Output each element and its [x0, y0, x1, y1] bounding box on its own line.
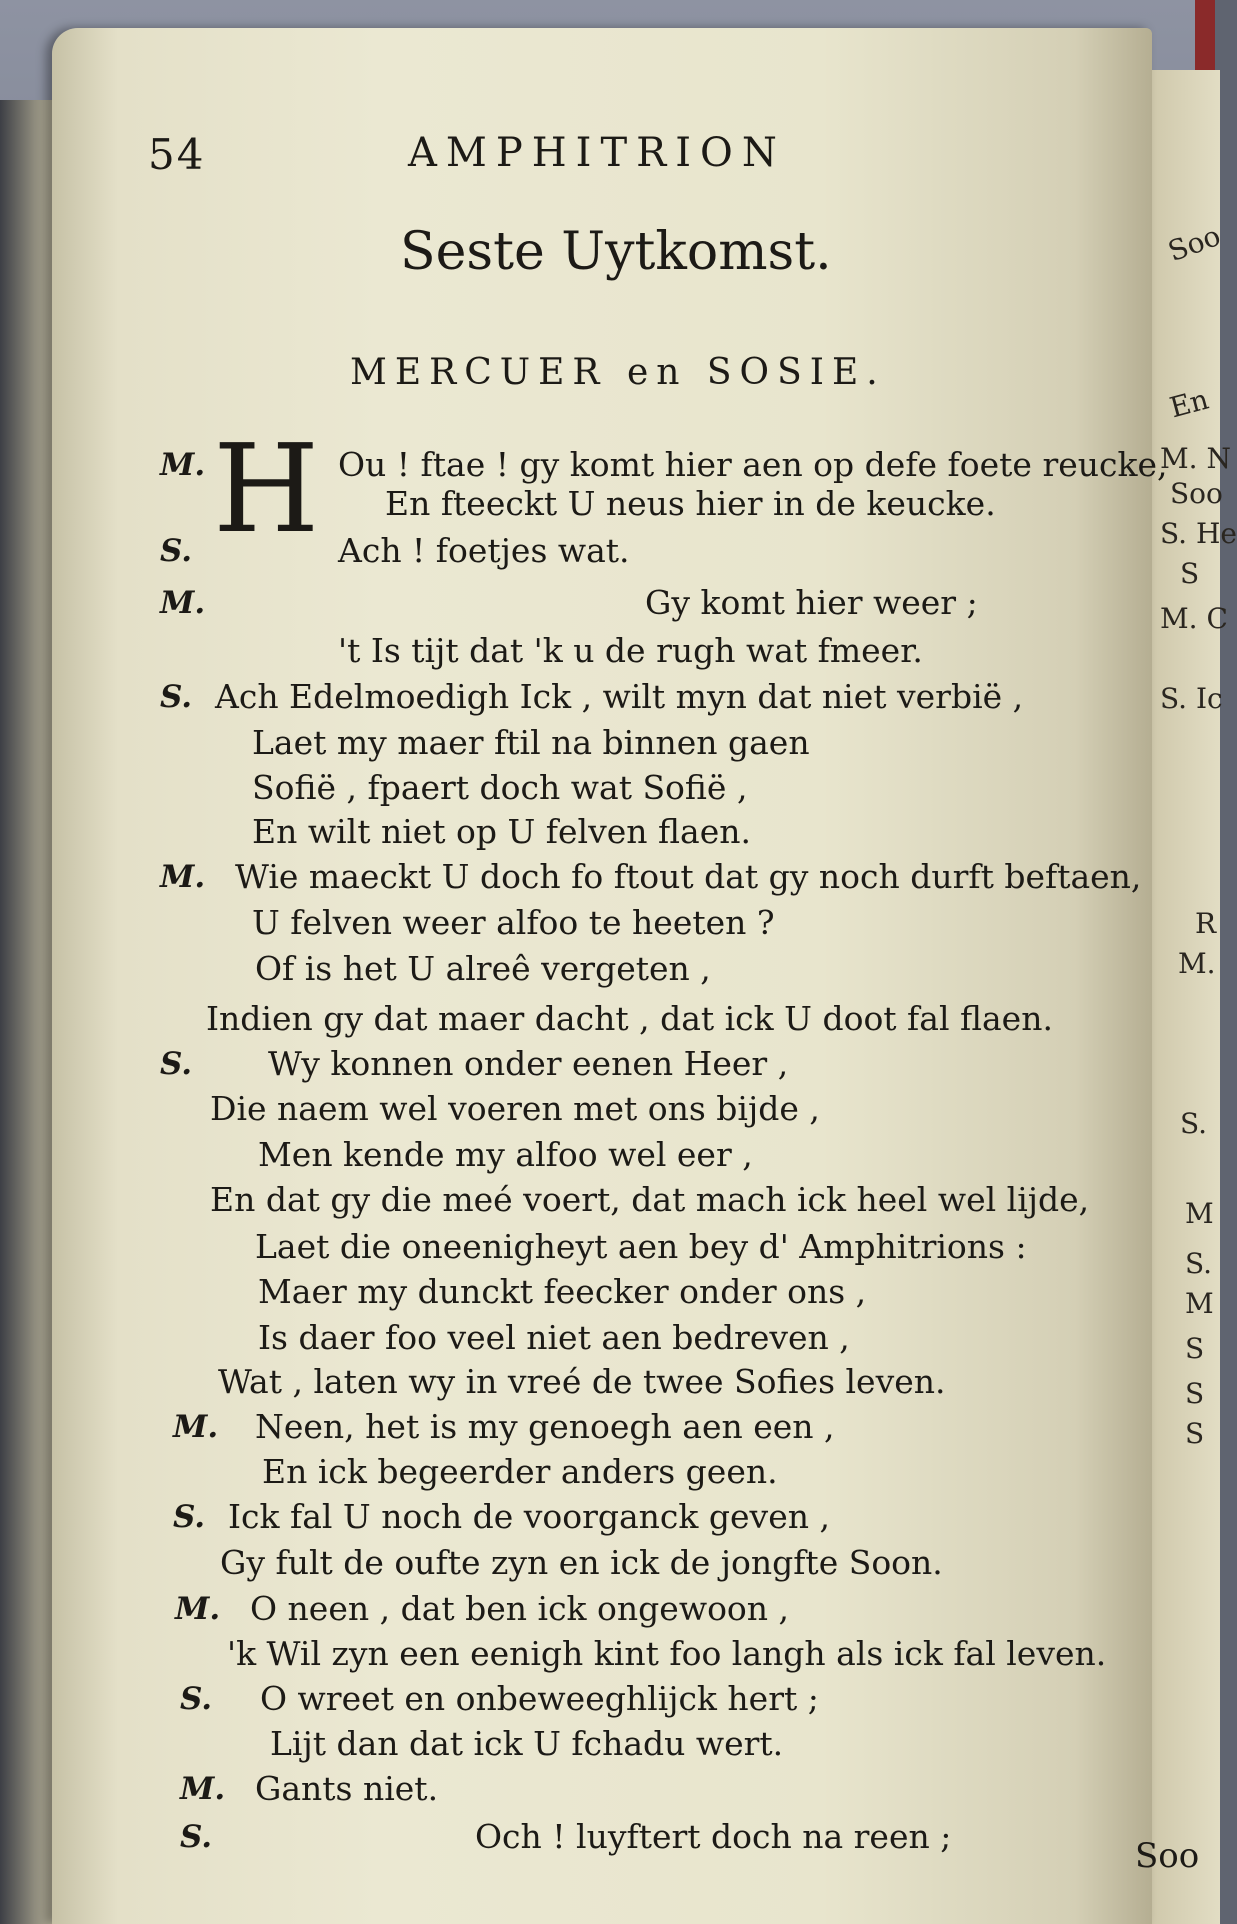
speaker-tag: S. [160, 1046, 193, 1082]
facing-text: S [1180, 557, 1200, 590]
facing-text: S [1185, 1417, 1205, 1450]
facing-text: M [1185, 1197, 1214, 1230]
speaker-tag: M. [175, 1591, 221, 1627]
verse-line: Gants niet. [255, 1769, 439, 1808]
verse-line: U felven weer alfoo te heeten ? [252, 903, 775, 942]
verse-line: Indien gy dat maer dacht , dat ick U doot fal flaen. [206, 999, 1053, 1038]
facing-text: M. C [1160, 602, 1228, 635]
verse-line: Maer my dunckt feecker onder ons , [258, 1272, 867, 1311]
speaker-tag: S. [173, 1499, 206, 1535]
verse-line: Wat , laten wy in vreé de twee Sofies leven. [218, 1362, 946, 1401]
verse-line: Lijt dan dat ick U fchadu wert. [270, 1724, 784, 1763]
facing-text: M. [1178, 947, 1216, 980]
page-header [148, 130, 948, 190]
verse-line: Of is het U alreê vergeten , [255, 949, 711, 988]
facing-text: Soo [1163, 218, 1225, 269]
facing-text: En [1166, 382, 1212, 425]
verse-line: Gy fult de oufte zyn en ick de jongfte Soon. [220, 1543, 943, 1582]
catchword: Soo [1135, 1836, 1200, 1876]
facing-page [1150, 70, 1237, 1924]
facing-text: S [1185, 1332, 1205, 1365]
verse-line: Och ! luyftert doch na reen ; [475, 1817, 952, 1856]
running-title: AMPHITRION [408, 130, 786, 176]
speaker-tag: S. [160, 679, 193, 715]
facing-text: S. He [1160, 517, 1237, 550]
speaker-tag: M. [173, 1409, 219, 1445]
page-number: 54 [148, 130, 206, 179]
speaker-tag: M. [160, 585, 206, 621]
verse-line: Gy komt hier weer ; [645, 583, 978, 622]
verse-line: Men kende my alfoo wel eer , [258, 1135, 753, 1174]
verse-line: Laet die oneenigheyt aen bey d' Amphitrions : [255, 1227, 1027, 1266]
verse-line: Die naem wel voeren met ons bijde , [210, 1089, 820, 1128]
facing-text: S [1185, 1377, 1205, 1410]
verse-line: Neen, het is my genoegh aen een , [255, 1407, 835, 1446]
facing-text: M. N [1160, 442, 1231, 475]
section-title: Seste Uytkomst. [400, 222, 832, 282]
verse-line: Wy konnen onder eenen Heer , [268, 1044, 789, 1083]
speaker-tag: S. [160, 533, 193, 569]
scene-speakers: MERCUER en SOSIE. [350, 352, 886, 393]
verse-line: O wreet en onbeweeghlijck hert ; [260, 1679, 819, 1718]
verse-line: Laet my maer ftil na binnen gaen [252, 723, 810, 762]
speaker-tag: M. [160, 447, 206, 483]
facing-text: Soo [1170, 477, 1223, 510]
verse-line: Ach ! foetjes wat. [338, 531, 630, 570]
verse-line: En dat gy die meé voert, dat mach ick heel wel lijde, [210, 1180, 1090, 1219]
facing-text: M [1185, 1287, 1214, 1320]
verse-line: O neen , dat ben ick ongewoon , [250, 1589, 790, 1628]
facing-text: S. [1185, 1247, 1213, 1280]
speaker-tag: S. [180, 1681, 213, 1717]
verse-line: En fteeckt U neus hier in de keucke. [385, 484, 996, 523]
verse-line: 't Is tijt dat 'k u de rugh wat fmeer. [338, 631, 923, 670]
verse-line: 'k Wil zyn een eenigh kint foo langh als ick fal leven. [227, 1634, 1107, 1673]
drop-capital: H [213, 418, 320, 560]
verse-line: Wie maeckt U doch fo ftout dat gy noch durft beftaen, [235, 857, 1142, 896]
verse-line: En ick begeerder anders geen. [262, 1452, 778, 1491]
verse-line: En wilt niet op U felven flaen. [252, 812, 751, 851]
verse-line: Ou ! ftae ! gy komt hier aen op defe foete reucke, [338, 445, 1168, 484]
verse-line: Sofië , fpaert doch wat Sofië , [252, 768, 748, 807]
verse-line: Ick fal U noch de voorganck geven , [228, 1497, 830, 1536]
speaker-tag: M. [180, 1771, 226, 1807]
speaker-tag: M. [160, 859, 206, 895]
facing-text: R [1195, 907, 1217, 940]
verse-line: Is daer foo veel niet aen bedreven , [258, 1318, 850, 1357]
facing-text: S. Ic [1160, 682, 1223, 715]
facing-text: S. [1180, 1107, 1208, 1140]
speaker-tag: S. [180, 1819, 213, 1855]
verse-line: Ach Edelmoedigh Ick , wilt myn dat niet verbië , [215, 677, 1024, 716]
